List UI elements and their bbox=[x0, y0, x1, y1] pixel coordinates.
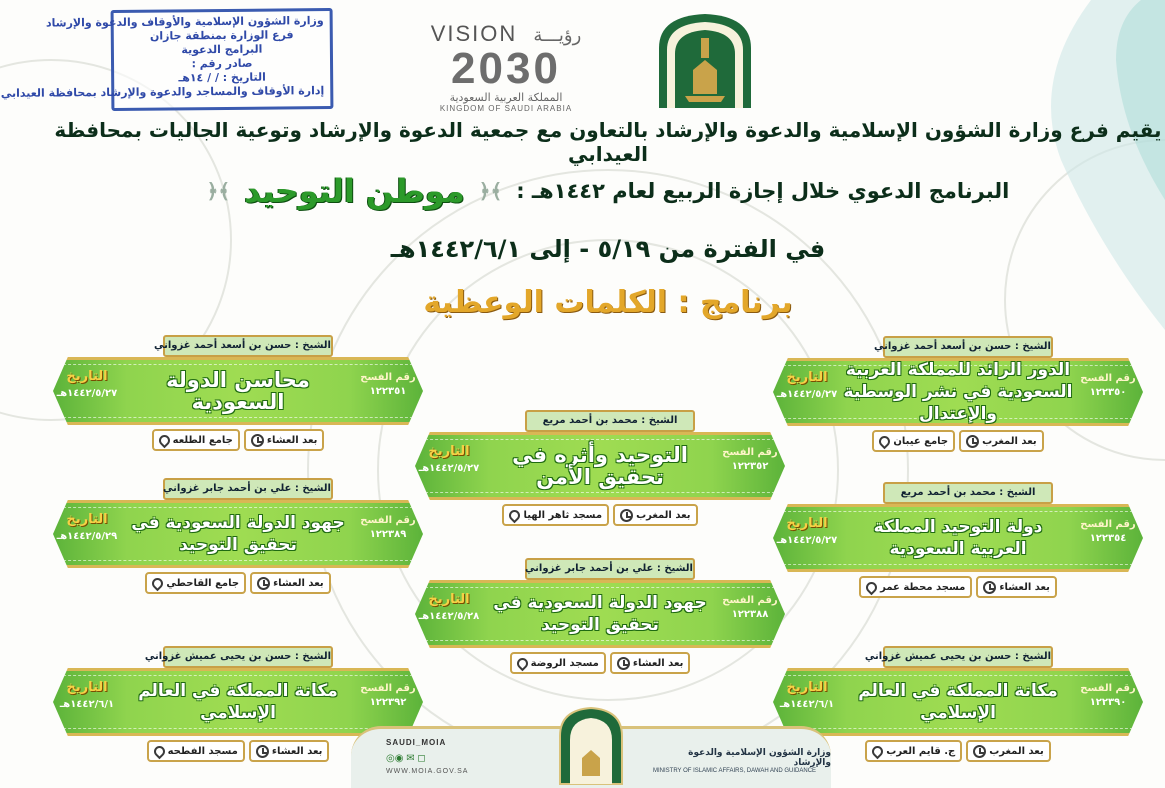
time-text: بعد العشاء bbox=[632, 657, 684, 669]
stamp-line: التاريخ : / / ١٤هـ bbox=[178, 70, 266, 85]
clock-icon bbox=[983, 581, 996, 594]
mosque-pill bbox=[859, 576, 972, 598]
date-label: التاريخ bbox=[786, 370, 828, 385]
card-footer bbox=[515, 652, 685, 678]
mosque-pill bbox=[152, 429, 240, 451]
period-text: في الفترة من ٥/١٩ - إلى ١٤٤٢/٦/١هـ bbox=[390, 235, 826, 263]
sheikh-name: الشيخ : علي بن أحمد جابر غزواني bbox=[525, 558, 695, 580]
date-value: ١٤٤٢/٥/٢٧هـ bbox=[776, 535, 838, 546]
mosque-text: مسجد الروضة bbox=[530, 657, 599, 669]
official-stamp bbox=[0, 8, 334, 111]
footer-ministry bbox=[653, 748, 831, 774]
vision-country-en: KINGDOM OF SAUDI ARABIA bbox=[439, 104, 573, 113]
location-pin-icon bbox=[870, 743, 886, 759]
date-label: التاريخ bbox=[66, 512, 108, 527]
request-number: ١٢٢٣٥٤ bbox=[1089, 533, 1127, 544]
social-handle: SAUDI_MOIA bbox=[386, 738, 447, 747]
location-pin-icon bbox=[151, 743, 167, 759]
request-label: رقم الفسح bbox=[1080, 373, 1136, 384]
date-value: ١٤٤٢/٦/١هـ bbox=[779, 699, 835, 710]
date-box bbox=[417, 444, 481, 474]
request-box bbox=[1075, 518, 1141, 546]
date-value: ١٤٤٢/٥/٢٩هـ bbox=[56, 531, 118, 542]
request-box bbox=[355, 682, 421, 710]
request-box bbox=[1075, 682, 1141, 710]
stamp-line: البرامج الدعوية bbox=[181, 42, 263, 57]
lecture-title: جهود الدولة السعودية في تحقيق التوحيد bbox=[493, 593, 707, 635]
card-footer bbox=[873, 430, 1043, 456]
mosque-text: ج. قايم العرب bbox=[886, 745, 956, 757]
request-number: ١٢٢٣٨٨ bbox=[731, 609, 769, 620]
program-prefix: البرنامج الدعوي خلال إجازة الربيع لعام ١٤٤٢هـ : bbox=[516, 179, 1010, 203]
date-box bbox=[55, 512, 119, 542]
ministry-name-en: MINISTRY OF ISLAMIC AFFAIRS, DAWAH AND GUIDANCE bbox=[653, 768, 817, 774]
request-number: ١٢٢٣٩٢ bbox=[369, 697, 407, 708]
sheikh-name: الشيخ : حسن بن أسعد أحمد غزواني bbox=[163, 335, 333, 357]
location-pin-icon bbox=[156, 432, 172, 448]
stamp-line: إدارة الأوقاف والمساجد والدعوة والإرشاد بمحافظة العيدابي bbox=[0, 84, 325, 100]
card-footer bbox=[153, 429, 323, 455]
clock-icon bbox=[251, 434, 264, 447]
clock-icon bbox=[973, 745, 986, 758]
lecture-title: مكانة المملكة في العالم الإسلامي bbox=[138, 681, 338, 723]
mosque-text: مسجد الفطحه bbox=[167, 745, 238, 757]
date-box bbox=[775, 680, 839, 710]
request-label: رقم الفسح bbox=[1080, 519, 1136, 530]
request-box bbox=[717, 446, 783, 474]
location-pin-icon bbox=[877, 433, 893, 449]
date-value: ١٤٤٢/٥/٢٧هـ bbox=[418, 463, 480, 474]
request-label: رقم الفسح bbox=[1080, 683, 1136, 694]
lecture-title: جهود الدولة السعودية في تحقيق التوحيد bbox=[131, 513, 345, 555]
date-value: ١٤٤٢/٥/٢٨هـ bbox=[418, 611, 480, 622]
sheikh-name: الشيخ : حسن بن يحيى عميش غزواني bbox=[163, 646, 333, 668]
date-box bbox=[55, 680, 119, 710]
ministry-logo bbox=[651, 10, 759, 110]
mosque-pill bbox=[865, 740, 962, 762]
lecture-card bbox=[415, 558, 785, 686]
date-box bbox=[55, 369, 119, 399]
social-icons: ◎◉ ✉ ◻ bbox=[386, 753, 426, 764]
mosque-pill bbox=[145, 572, 246, 594]
lecture-title: الدور الرائد للمملكة العربية السعودية في نشر الوسطية والإعتدال bbox=[843, 360, 1073, 424]
mosque-text: مسجد ثاهر الهيا bbox=[523, 509, 603, 521]
request-number: ١٢٢٣٩٠ bbox=[1089, 697, 1127, 708]
request-box bbox=[1075, 372, 1141, 400]
program-title-row bbox=[207, 172, 1010, 210]
clock-icon bbox=[620, 509, 633, 522]
program-name: برنامج : الكلمات الوعظية bbox=[423, 285, 793, 320]
lecture-title: التوحيد وأثره في تحقيق الأمن bbox=[512, 443, 688, 489]
clock-icon bbox=[617, 657, 630, 670]
sheikh-name: الشيخ : حسن بن يحيى عميش غزواني bbox=[883, 646, 1053, 668]
card-footer bbox=[515, 504, 691, 530]
clock-icon bbox=[256, 745, 269, 758]
request-number: ١٢٢٣٥١ bbox=[369, 386, 407, 397]
request-box bbox=[355, 371, 421, 399]
location-pin-icon bbox=[150, 575, 166, 591]
time-text: بعد العشاء bbox=[999, 581, 1050, 593]
mosque-text: جامع الطلعه bbox=[172, 434, 233, 446]
date-label: التاريخ bbox=[66, 680, 108, 695]
request-label: رقم الفسح bbox=[360, 515, 416, 526]
vision-year: 2030 bbox=[451, 44, 561, 93]
mosque-pill bbox=[510, 652, 606, 674]
mosque-pill bbox=[502, 504, 609, 526]
ministry-name-ar: وزارة الشؤون الإسلامية والدعوة والإرشاد bbox=[688, 748, 831, 768]
request-box bbox=[717, 594, 783, 622]
website-link[interactable]: WWW.MOIA.GOV.SA bbox=[386, 768, 469, 775]
lecture-card bbox=[53, 478, 423, 606]
time-pill bbox=[249, 740, 330, 762]
request-number: ١٢٢٣٨٩ bbox=[369, 529, 407, 540]
stamp-line: فرع الوزارة بمنطقة جازان bbox=[149, 28, 294, 43]
location-pin-icon bbox=[507, 507, 523, 523]
sheikh-name: الشيخ : حسن بن أسعد أحمد غزواني bbox=[883, 336, 1053, 358]
sheikh-name: الشيخ : محمد بن أحمد مريع bbox=[525, 410, 695, 432]
mosque-text: جامع القاحطي bbox=[166, 577, 240, 589]
sheikh-name: الشيخ : علي بن أحمد جابر غزواني bbox=[163, 478, 333, 500]
lecture-card bbox=[773, 336, 1143, 464]
date-box bbox=[417, 592, 481, 622]
time-pill bbox=[959, 430, 1043, 452]
time-pill bbox=[244, 429, 325, 451]
time-pill bbox=[976, 576, 1057, 598]
footer-ministry-logo bbox=[556, 706, 626, 784]
stamp-line: صادر رقم : bbox=[191, 56, 253, 71]
vision-country-ar: المملكة العربية السعودية bbox=[449, 91, 563, 104]
time-pill bbox=[610, 652, 691, 674]
vision-en: VISION bbox=[430, 21, 518, 46]
date-label: التاريخ bbox=[66, 369, 108, 384]
time-pill bbox=[966, 740, 1050, 762]
request-label: رقم الفسح bbox=[360, 372, 416, 383]
date-box bbox=[775, 370, 839, 400]
time-pill bbox=[613, 504, 697, 526]
lecture-title: مكانة المملكة في العالم الإسلامي bbox=[858, 681, 1058, 723]
lecture-card bbox=[415, 410, 785, 538]
date-label: التاريخ bbox=[786, 516, 828, 531]
sheikh-name: الشيخ : محمد بن أحمد مريع bbox=[883, 482, 1053, 504]
mosque-text: جامع عيبان bbox=[893, 435, 949, 447]
time-text: بعد العشاء bbox=[273, 577, 324, 589]
vision-ar: رؤيـــة bbox=[533, 25, 582, 45]
footer-social bbox=[386, 738, 468, 775]
location-pin-icon bbox=[514, 655, 530, 671]
vision-2030-logo bbox=[421, 22, 591, 114]
time-text: بعد العشاء bbox=[266, 434, 318, 446]
request-number: ١٢٢٣٥٠ bbox=[1089, 387, 1127, 398]
mosque-text: مسجد محطة عمر bbox=[880, 581, 966, 593]
location-pin-icon bbox=[864, 579, 880, 595]
date-value: ١٤٤٢/٥/٢٧هـ bbox=[776, 389, 838, 400]
ornament-icon: ﴾﴿ bbox=[478, 179, 503, 203]
time-text: بعد العشاء bbox=[271, 745, 323, 757]
card-footer bbox=[873, 740, 1043, 766]
lecture-card bbox=[53, 335, 423, 463]
date-value: ١٤٤٢/٦/١هـ bbox=[59, 699, 115, 710]
clock-icon bbox=[257, 577, 270, 590]
time-text: بعد المغرب bbox=[636, 509, 691, 521]
ornament-icon: ﴾﴿ bbox=[206, 179, 231, 203]
brand-title: موطن التوحيد bbox=[244, 172, 465, 210]
intro-line: يقيم فرع وزارة الشؤون الإسلامية والدعوة والإرشاد بالتعاون مع جمعية الدعوة والإرشاد وتوعية الجاليات بمحافظة العيدابي bbox=[54, 118, 1162, 166]
time-pill bbox=[250, 572, 331, 594]
mosque-pill bbox=[147, 740, 245, 762]
request-box bbox=[355, 514, 421, 542]
request-label: رقم الفسح bbox=[722, 595, 778, 606]
date-label: التاريخ bbox=[428, 592, 470, 607]
date-label: التاريخ bbox=[428, 444, 470, 459]
card-footer bbox=[153, 740, 323, 766]
time-text: بعد المغرب bbox=[989, 745, 1044, 757]
request-number: ١٢٢٣٥٢ bbox=[731, 461, 769, 472]
request-label: رقم الفسح bbox=[722, 447, 778, 458]
date-label: التاريخ bbox=[786, 680, 828, 695]
request-label: رقم الفسح bbox=[360, 683, 416, 694]
lecture-card bbox=[773, 482, 1143, 610]
card-footer bbox=[873, 576, 1050, 602]
stamp-line: وزارة الشؤون الإسلامية والأوقاف والدعوة والإرشاد bbox=[45, 14, 324, 30]
date-box bbox=[775, 516, 839, 546]
card-footer bbox=[153, 572, 323, 598]
mosque-pill bbox=[872, 430, 955, 452]
lecture-title: محاسن الدولة السعودية bbox=[166, 368, 310, 414]
time-text: بعد المغرب bbox=[982, 435, 1037, 447]
lecture-title: دولة التوحيد المملكة العربية السعودية bbox=[873, 517, 1043, 559]
clock-icon bbox=[966, 435, 979, 448]
date-value: ١٤٤٢/٥/٢٧هـ bbox=[56, 388, 118, 399]
